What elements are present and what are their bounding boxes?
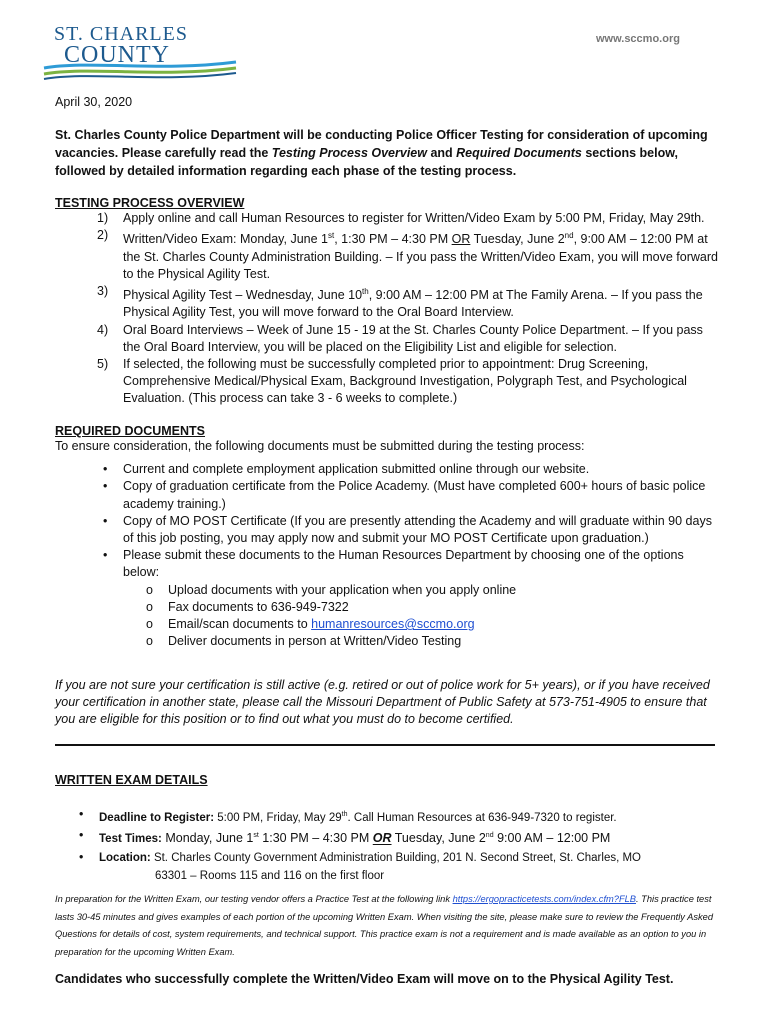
list-item: • Copy of graduation certificate from the Police Academy. (Must have completed 600+ hours of basic police academy training.) — [103, 479, 706, 511]
required-intro: To ensure consideration, the following documents must be submitted during the testing process: — [55, 439, 585, 453]
overview-heading: TESTING PROCESS OVERVIEW — [55, 196, 245, 210]
list-item: • Current and complete employment application submitted online through our website. — [103, 462, 590, 477]
list-item: o Fax documents to 636-949-7322 — [146, 599, 349, 614]
required-section — [55, 424, 720, 650]
overview-list — [55, 210, 720, 408]
list-item: • Copy of MO POST Certificate (If you are presently attending the Academy and will graduate within 90 days of this job posting, you may apply now and submit your MO POST Certificate upon graduation.) — [103, 513, 712, 546]
hr-email-link[interactable]: humanresources@sccmo.org — [311, 617, 475, 632]
list-item: o Upload documents with your application when you apply online — [146, 582, 517, 597]
list-item: 5) If selected, the following must be successfully completed prior to appointment: Drug Screening, Comprehensive Medical/Physical Exam, Background Investigation, Polygraph Test, and Psychological Evaluation. (This process can take 3 - 6 weeks to complete.) — [97, 356, 687, 406]
exam-details-list — [55, 806, 720, 885]
written-heading: WRITTEN EXAM DETAILS — [55, 773, 208, 787]
list-item: 4) Oral Board Interviews – Week of June 15 - 19 at the St. Charles County Police Department. – If you pass the Oral Board Interview, you will be placed on the Eligibility List and eligible for selection. — [97, 322, 703, 354]
practice-test-note: In preparation for the Written Exam, our testing vendor offers a Practice Test at the following link https://ergopracticetests.com/index.cfm?FLB. This practice test lasts 30-45 minutes and gives examples of each portion of the upcoming Written Exam. When visiting the site, please make sure to review the Frequently Asked Questions for details of cost, system requirements, and technical support. This practice exam is not a requirement and is made available as an option to you in preparation for the upcoming Written Exam. — [55, 894, 713, 957]
certification-note: If you are not sure your certification is still active (e.g. retired or out of police work for 5+ years), or if you have received your certification in another state, please call the Missouri Department of Public Safety at 573-751-4905 to ensure that you are eligible for this position or to find out what you must do to become certified. — [55, 678, 710, 727]
submission-options — [55, 582, 720, 651]
intro-paragraph: St. Charles County Police Department will be conducting Police Officer Testing for consideration of upcoming vacancies. Please carefully read the Testing Process Overview and Required Documents sections below, followed by detailed information regarding each phase of the testing process. — [55, 128, 708, 178]
closing-statement: Candidates who successfully complete the Written/Video Exam will move on to the Physical Agility Test. — [55, 972, 674, 986]
list-item: 3) Physical Agility Test – Wednesday, June 10th, 9:00 AM – 12:00 PM at The Family Arena. – If you pass the Physical Agility Test, you will move forward to the Oral Board Interview. — [97, 283, 703, 320]
list-item: o Email/scan documents to humanresources@sccmo.org — [146, 617, 475, 632]
list-item: 1) Apply online and call Human Resources to register for Written/Video Exam by 5:00 PM, Friday, May 29th. — [97, 211, 705, 225]
overview-section — [55, 196, 720, 408]
logo-line1: ST. CHARLES — [54, 23, 188, 45]
county-logo — [40, 18, 240, 86]
list-item: • Location: St. Charles County Government Administration Building, 201 N. Second Street, St. Charles, MO 63301 – Rooms 115 and 116 on the first floor — [79, 849, 642, 882]
list-item: • Test Times: Monday, June 1st 1:30 PM – 4:30 PM OR Tuesday, June 2nd 9:00 AM – 12:00 PM — [79, 828, 611, 846]
required-heading: REQUIRED DOCUMENTS — [55, 424, 206, 438]
website-url[interactable]: www.sccmo.org — [596, 33, 680, 45]
required-list — [55, 461, 720, 581]
list-item: o Deliver documents in person at Written/Video Testing — [146, 634, 462, 649]
list-item: 2) Written/Video Exam: Monday, June 1st, 1:30 PM – 4:30 PM OR Tuesday, June 2nd, 9:00 AM – 12:00 PM at the St. Charles County Administration Building. – If you pass the Written/Video Exam, you will move forward to the Physical Agility Test. — [97, 228, 718, 281]
list-item: • Please submit these documents to the Human Resources Department by choosing one of the options below: — [103, 548, 684, 580]
practice-test-link[interactable]: https://ergopracticetests.com/index.cfm?FLB — [452, 894, 636, 904]
divider — [55, 744, 715, 746]
logo-line2: COUNTY — [64, 42, 170, 68]
letter-date: April 30, 2020 — [55, 95, 133, 109]
list-item: • Deadline to Register: 5:00 PM, Friday, May 29th. Call Human Resources at 636-949-7320 to register. — [79, 807, 617, 825]
